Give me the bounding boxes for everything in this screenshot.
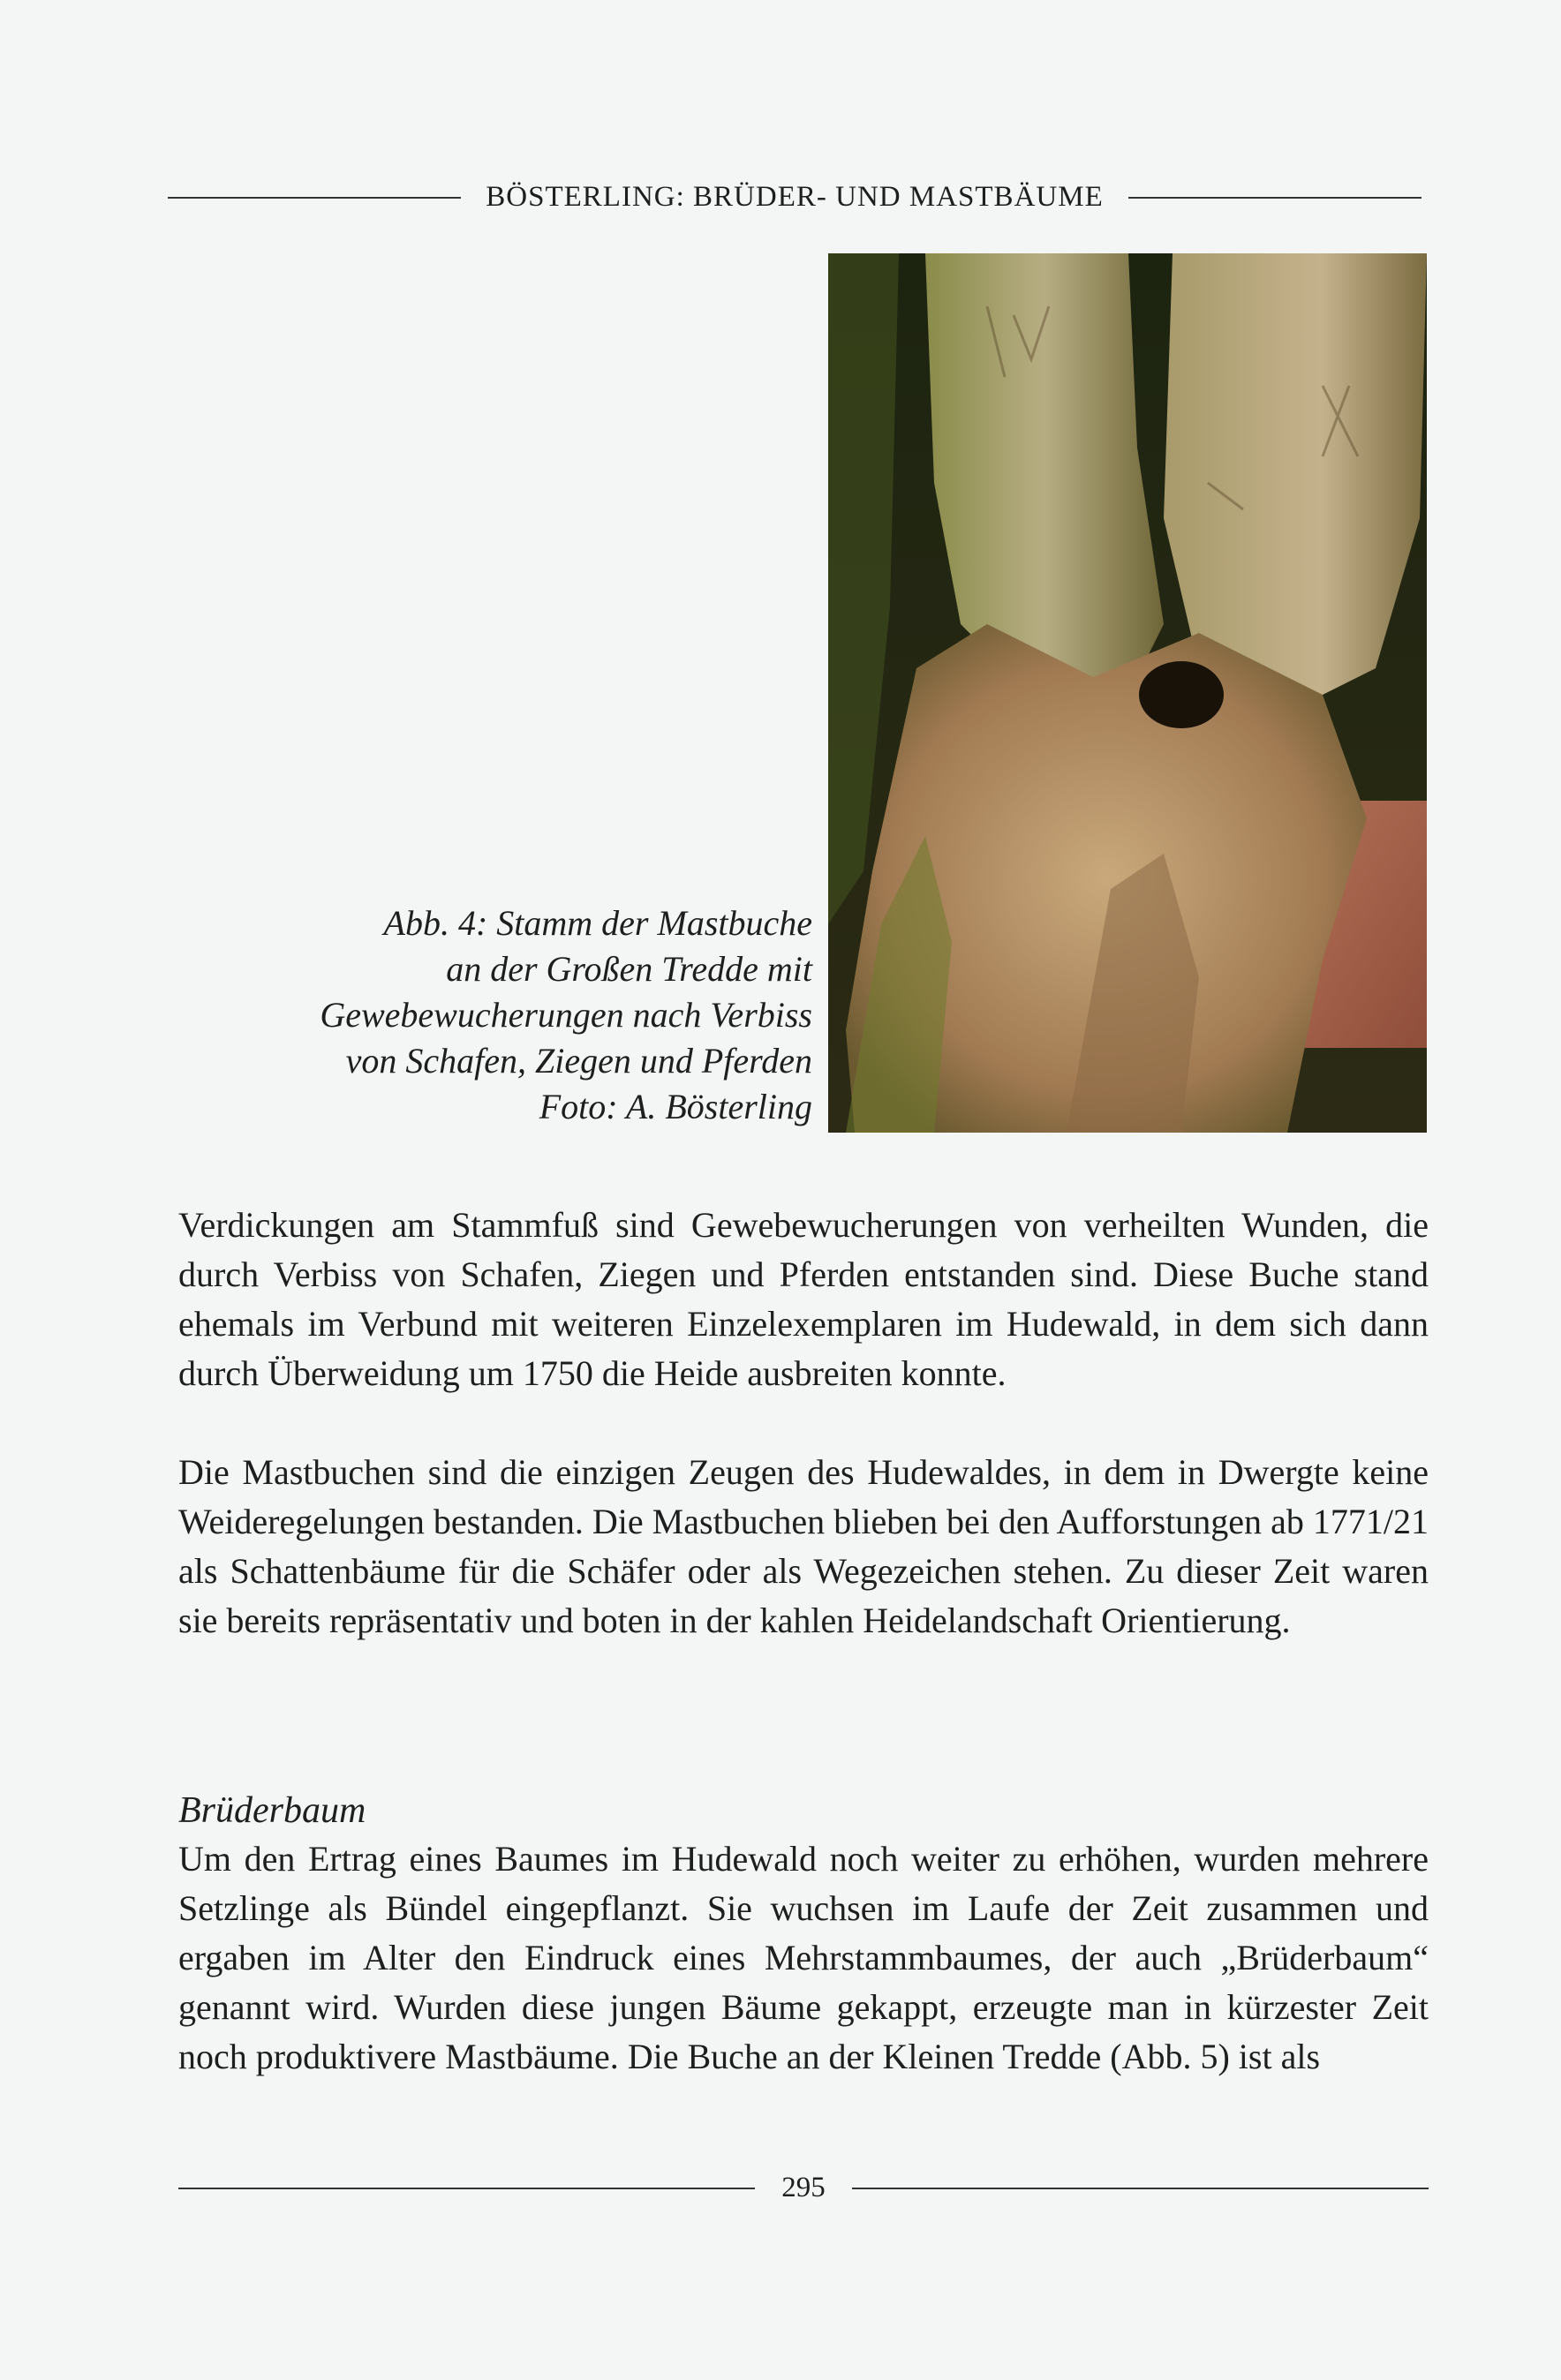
header-rule-right [1128,197,1421,199]
paragraph-text: Verdickungen am Stammfuß sind Gewebewucherungen von verheilten Wunden, die durch Verbiss von Schafen, Ziegen und Pferden entstanden sind. Diese Buche stand ehemals im Verbund mit weiteren Einzelexemplaren im Hudewald, in dem sich dann durch Überweidung um 1750 die Heide ausbreiten konnte. [178,1205,1429,1393]
header-rule-left [168,197,461,199]
photo-credit: Foto: A. Bösterling [539,1087,812,1126]
page-number: 295 [781,2172,826,2203]
body-paragraph-1 [178,1201,1429,1398]
tree-trunk-photo [828,253,1427,1133]
caption-line: von Schafen, Ziegen und Pferden [345,1041,812,1081]
caption-line: Gewebewucherungen nach Verbiss [320,995,812,1035]
figure-caption [177,900,812,1130]
body-paragraph-2 [178,1448,1429,1646]
page-footer [178,2172,1429,2204]
body-paragraph-3 [178,1834,1429,2082]
running-header [168,181,1421,214]
footer-rule-left [178,2188,755,2189]
caption-line: an der Großen Tredde mit [446,949,812,989]
caption-line: Abb. 4: Stamm der Mastbuche [383,903,812,943]
paragraph-text: Die Mastbuchen sind die einzigen Zeugen des Hudewaldes, in dem in Dwergte keine Weideregelungen bestanden. Die Mastbuchen blieben bei den Aufforstungen ab 1771/21 als Schattenbäume für die Schäfer oder als Wegezeichen stehen. Zu dieser Zeit waren sie bereits repräsentativ und boten in der kahlen Heidelandschaft Orientierung. [178,1452,1429,1640]
running-title: BÖSTERLING: BRÜDER- UND MASTBÄUME [486,181,1104,213]
footer-rule-right [852,2188,1429,2189]
section-heading: Brüderbaum [178,1790,366,1831]
paragraph-text: Um den Ertrag eines Baumes im Hudewald noch weiter zu erhöhen, wurden mehrere Setzlinge als Bündel eingepflanzt. Sie wuchsen im Laufe der Zeit zusammen und ergaben im Alter den Eindruck eines Mehrstammbaumes, der auch „Brüderbaum“ genannt wird. Wurden diese jungen Bäume gekappt, erzeugte man in kürzester Zeit noch produktivere Mastbäume. Die Buche an der Kleinen Tredde (Abb. 5) ist als [178,1839,1429,2076]
